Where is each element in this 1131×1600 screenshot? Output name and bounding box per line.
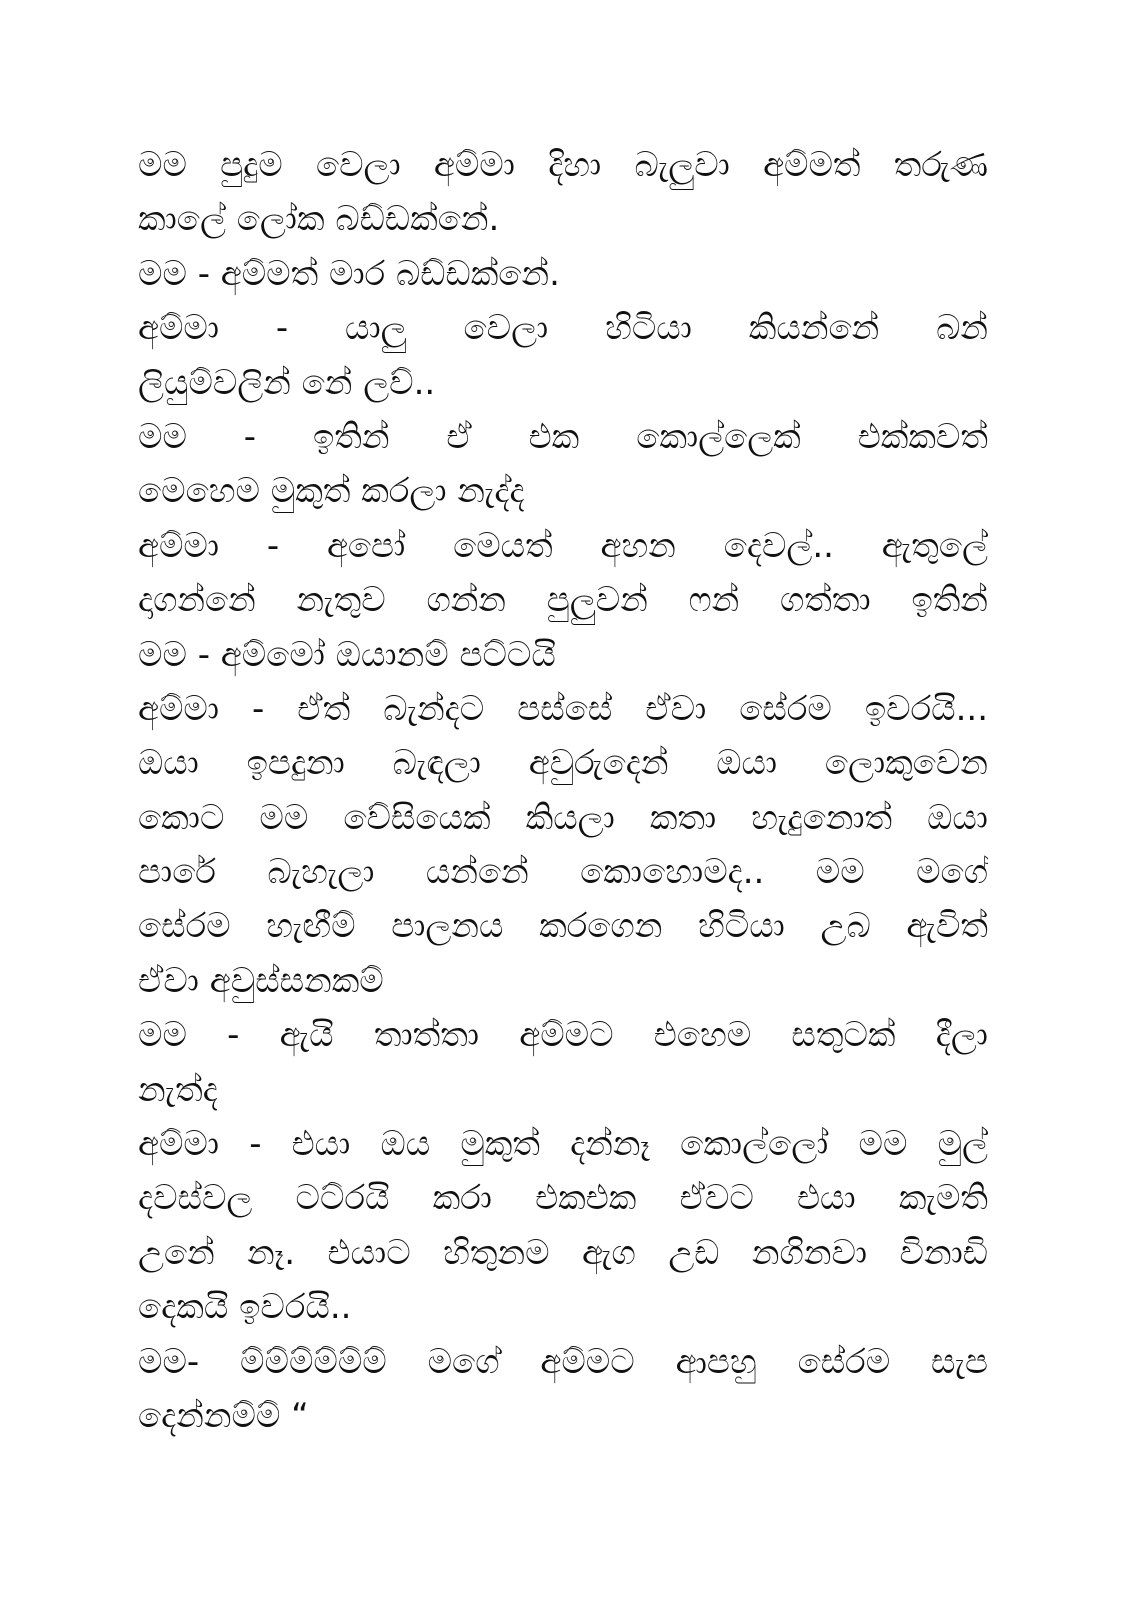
text-line: උනේ නෑ. එයාට හිතුනම ඇග උඩ නගිනවා විනාඩි (138, 1232, 988, 1273)
text-line: මම - ඉතින් ඒ එක කොල්ලෙක් එක්කවත් (138, 416, 988, 457)
text-line: ඔයා ඉපදුනා බැඳලා අවුරුදෙන් ඔයා ලොකුවෙන (138, 743, 988, 784)
text-line: දාගන්නේ නැතුව ගන්න පුලුවන් ෆන් ගත්තා ඉතින් (138, 580, 988, 621)
story-text (138, 138, 988, 1443)
text-line: ලියුම්වලින් නේ ලව්.. (138, 362, 436, 403)
text-line: අම්මා - අපෝ මෙයත් අහන දෙවල්.. ඇතුලේ (138, 525, 988, 566)
text-line: දෙකයි ඉවරයි.. (138, 1287, 352, 1328)
text-line: මම - අම්මත් මාර බඩ්ඩක්නේ. (138, 253, 560, 294)
text-line: මම - ඇයි තාත්තා අම්මට එහෙම සතුටක් දීලා (138, 1015, 988, 1056)
text-line: දෙන්නම්ම් “ (138, 1395, 309, 1436)
text-line: මෙහෙම මුකුත් කරලා නැද්ද (138, 471, 525, 512)
text-line: අම්මා - යාලු වෙලා හිටියා කියන්නේ බන් (138, 308, 988, 349)
text-line: කාලේ ලෝක බඩ්ඩක්නේ. (138, 199, 500, 240)
text-line: අම්මා - එයා ඔය මුකුත් දන්නෑ කොල්ලෝ මම මුල් (138, 1124, 988, 1165)
text-line: සේරම හැඟීම් පාලනය කරගෙන හිටියා උබ ඇවිත් (138, 906, 988, 947)
text-line: මම පුදුම වෙලා අම්මා දිහා බැලුවා අම්මත් තරුණ (138, 145, 988, 185)
text-line: දවස්වල ටට්රයි කරා එකඑක ඒවට එයා කැමති (138, 1178, 988, 1219)
text-line: පාරේ බැහැලා යන්නේ කොහොමද.. මම මගේ (138, 852, 988, 893)
text-line: මම- ම්ම්ම්ම්ම්ම් මගේ අම්මට ආපහු සේරම සැප (138, 1341, 988, 1382)
text-line: කොට මම වේසියෙක් කියලා කතා හැදුනොත් ඔයා (138, 797, 988, 838)
text-line: මම - අම්මෝ ඔයානම් පට්ටයි (138, 634, 556, 675)
text-line: නැත්ද (138, 1069, 218, 1110)
text-line: අම්මා - ඒත් බැන්දට පස්සේ ඒවා සේරම ඉවරයි... (138, 688, 988, 729)
text-line: ඒවා අවුස්සනකම් (138, 960, 384, 1001)
